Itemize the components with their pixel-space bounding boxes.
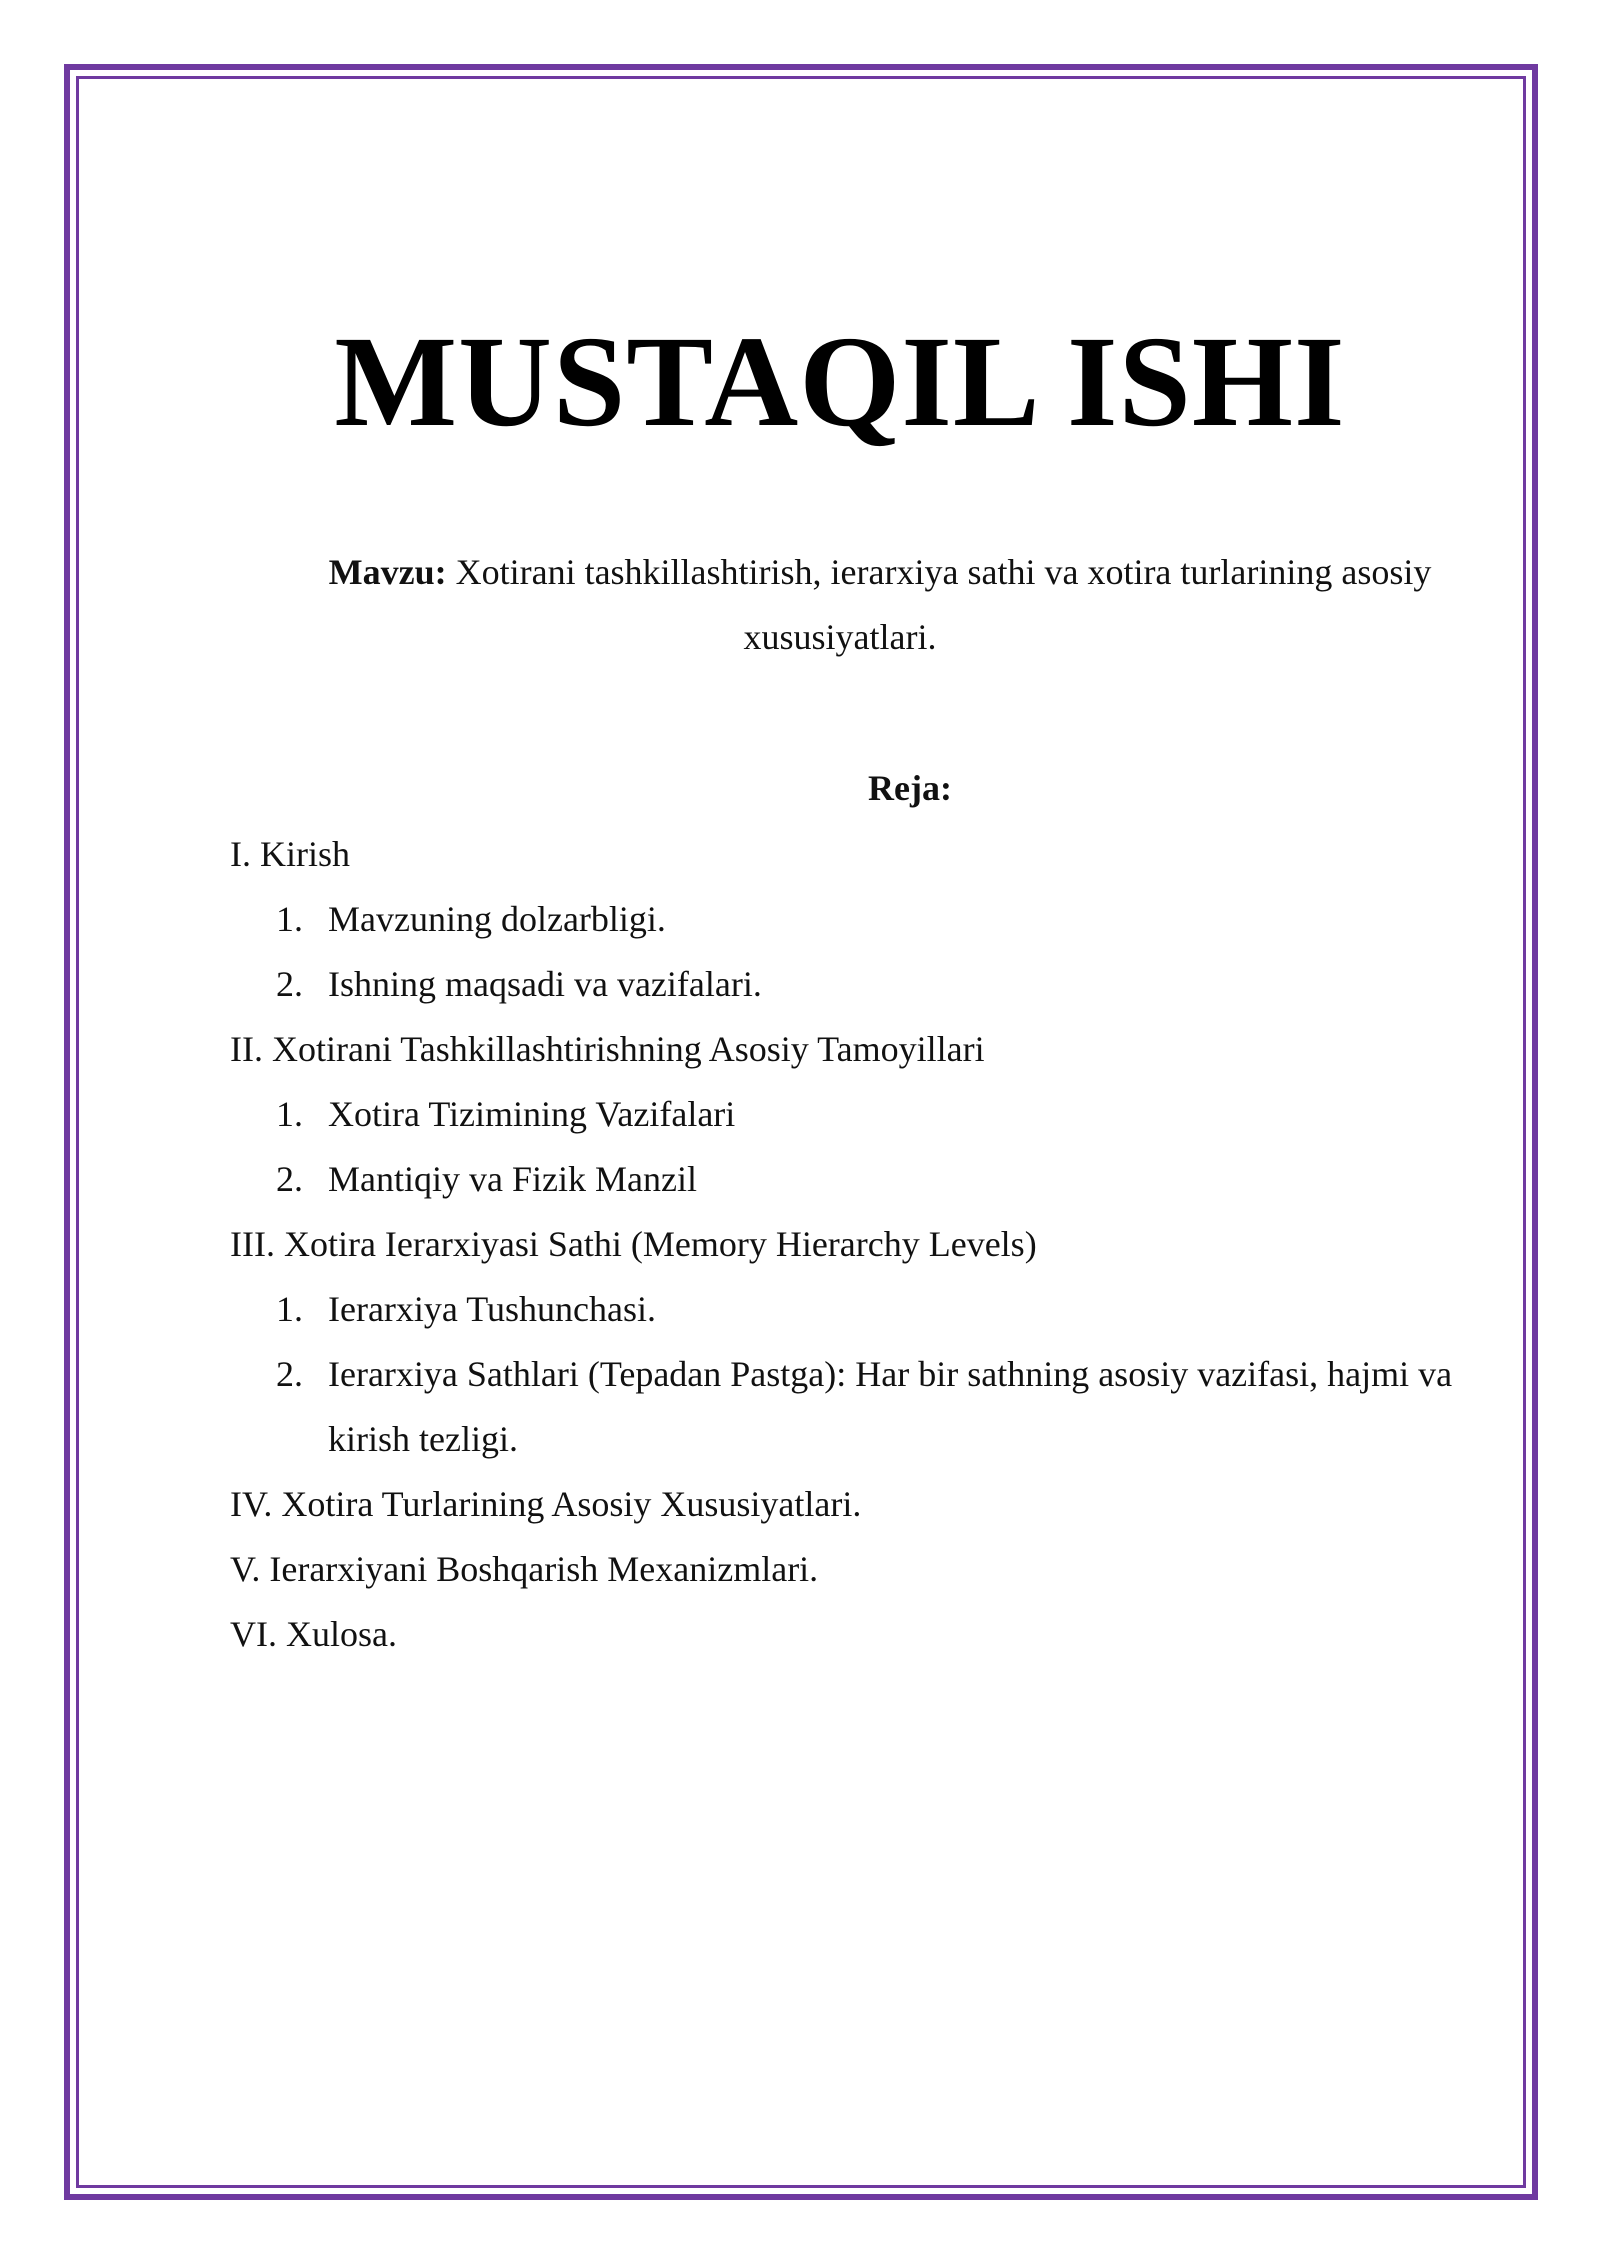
topic-text: Xotirani tashkillashtirish, ierarxiya sathi va xotira turlarining asosiy xususiyatlari. [455, 552, 1432, 657]
plan-subitem-number: 1. [276, 1094, 303, 1134]
plan-subitem-number: 2. [276, 1354, 303, 1394]
plan-section-2: II. Xotirani Tashkillashtirishning Asosiy Tamoyillari [230, 1029, 985, 1069]
plan-subitem [230, 1147, 1520, 1212]
plan-subitem-text: Xotira Tizimining Vazifalari [328, 1094, 736, 1134]
plan-subitem [230, 887, 1520, 952]
plan-section-1: I. Kirish [230, 834, 350, 874]
plan-subitem-text: Ierarxiya Sathlari (Tepadan Pastga): Har bir sathning asosiy vazifasi, hajmi va kirish tezligi. [328, 1354, 1453, 1459]
plan-subitem-number: 2. [276, 964, 303, 1004]
plan-subitem-number: 1. [276, 1289, 303, 1329]
plan-subitem [230, 1082, 1520, 1147]
plan-subitem-number: 1. [276, 899, 303, 939]
plan-subitem [230, 952, 1520, 1017]
plan-list [230, 822, 1520, 1667]
plan-heading: Reja: [868, 768, 952, 808]
plan-subitem-text: Mavzuning dolzarbligi. [328, 899, 666, 939]
plan-subitem [230, 1277, 1520, 1342]
plan-subitem-text: Ishning maqsadi va vazifalari. [328, 964, 762, 1004]
plan-section-6: VI. Xulosa. [230, 1614, 397, 1654]
page-title: MUSTAQIL ISHI [334, 310, 1346, 454]
plan-subitem-text: Mantiqiy va Fizik Manzil [328, 1159, 697, 1199]
plan-section-4: IV. Xotira Turlarining Asosiy Xususiyatlari. [230, 1484, 862, 1524]
plan-section-5: V. Ierarxiyani Boshqarish Mexanizmlari. [230, 1549, 819, 1589]
topic-paragraph [230, 540, 1450, 670]
plan-section-3: III. Xotira Ierarxiyasi Sathi (Memory Hierarchy Levels) [230, 1224, 1037, 1264]
plan-subitem-text: Ierarxiya Tushunchasi. [328, 1289, 656, 1329]
plan-subitem-number: 2. [276, 1159, 303, 1199]
plan-subitem [230, 1342, 1520, 1472]
topic-label: Mavzu: [328, 552, 447, 592]
